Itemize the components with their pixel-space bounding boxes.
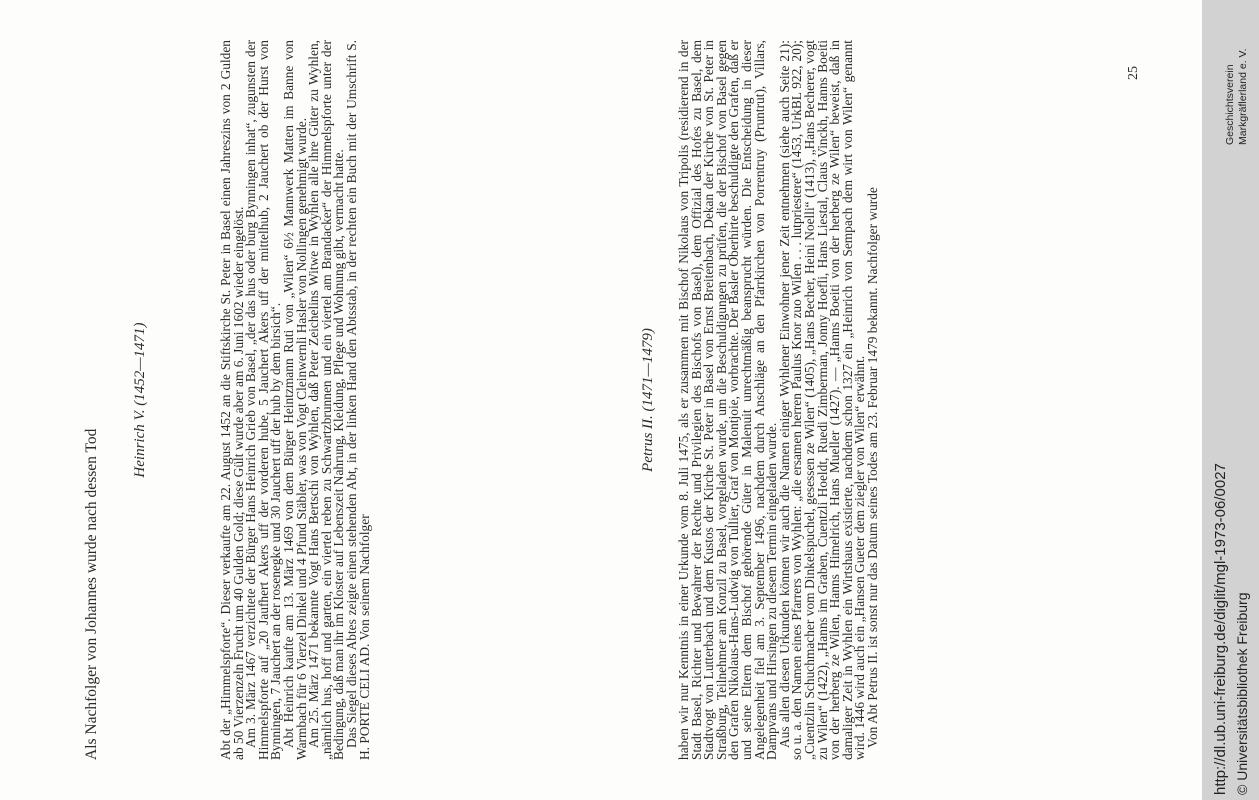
- rotated-page-content: [80, 40, 1141, 760]
- section-heading-heinrich: Heinrich V. (1452—1471): [132, 322, 148, 478]
- paragraph: Am 3. März 1467 verzichtete der Bürger Hans Heinrich Grieb von Basel, „der das hus oder burg Bynningen inhat“, zugunsten der Himmelspforte auf „20 Jaufhert Akers uff der vorderen hube, 5 Jauchert Akers uff der mittelhub, 2 Jauchert ob der Hurst von Bynningen, 7 Jauchert an der rosenegke und 30 Jauchert uff der hub by dem birsich“.: [243, 40, 284, 760]
- org-name-line2: Markgräflerland e. V.: [1237, 48, 1249, 145]
- copyright-text: © Universitätsbibliothek Freiburg: [1234, 592, 1250, 795]
- paragraph: Aus allen diesen Urkunden können wir auch die Namen einiger Wyhlener Einwohner jener Zeit entnehmen (siehe auch Seite 21): so u. a. den Namen eines Pfarrers von Wyhlen: „die ersamen herren Paulus Knor zuo Wilen . . . lutpriestere“ (1453, UrkBL 922, 20); „Cuentzlin Schuchmacher vom Dinkelspuchel, gesessen ze Wilen“ (1405), „Hans Becher, Heini Noelli“ (1413), „Hans Becherer, vogt zu Wilen“ (1422), „Hanns im Graben, Cuentzli Hoeldt, Ruedi Zimberman, Jonny Hoefli, Hans Liestal, Claus Vinckh, Hanns Boeiti von der herberg ze Wilen, Hanns Himelrich, Hans Mueller (1427). — „Hanns Boeiti von der herberg ze Wilen“ beweist, daß in damaliger Zeit in Wyhlen ein Wirtshaus existierte, nachdem schon 1327 ein „Heinrich von Sempach dem wirt von Wilen“ genannt wird. 1446 wird auch ein „Hansen Gueter dem ziegler von Wilen“ erwähnt.: [776, 40, 868, 760]
- intro-line: Als Nachfolger von Johannes wurde nach dessen Tod: [83, 428, 100, 760]
- paragraph: Am 25. März 1471 bekannte Vogt Hans Bertschi von Wyhlen, daß Peter Zeichelins Witwe in Wyhlen alle ihre Güter zu Wyhlen, „nämlich hus, hoff und garten, ein viertel reben zu Schwartzbrunnen und ein viertel am Brandacker“ der Himmelspforte unter der Bedingung, daß man ihr im Kloster auf Lebenszeit Nahrung, Kleidung, Pflege und Wohnung gibt, vermacht hatte.: [306, 40, 347, 760]
- viewer-sidebar: [1202, 0, 1259, 800]
- paragraph: Abt der „Himmelspforte“. Dieser verkaufte am 22. August 1452 an die Stiftskirche St. Peter in Basel einen Jahreszins von 2 Gulden ab 50 Vierzenzeln Frucht um 40 Gulden Gold; diese Gült wurde aber am 6. Juni 1602 wieder eingelöst.: [218, 40, 246, 760]
- section-text-heinrich: [220, 40, 371, 760]
- paragraph: Von Abt Petrus II. ist sonst nur das Datum seines Todes am 23. Februar 1479 bekannt. Nachfolger wurde: [864, 187, 880, 748]
- paragraph: Das Siegel dieses Abtes zeigte einen stehenden Abt, in der linken Hand den Abtsstab, in der rechten ein Buch mit der Umschrift S. H. PORTE CELI AD. Von seinem Nachfolger: [343, 40, 372, 760]
- org-name-line1: Geschichtsverein: [1224, 64, 1236, 145]
- paragraph: haben wir nur Kenntnis in einer Urkunde vom 8. Juli 1475, als er zusammen mit Bischof Nikolaus von Tripolis (residierend in der Stadt Basel, Richter und Bewahrer der Rechte und Privilegien des Bischofs von Basel), dem Offizial des Hofes zu Basel, dem Stadtvogt von Lutterbach und dem Kustos der Kirche St. Peter in Basel von Ernst Breitenbach, Dekan der Kirche von St. Peter in Straßburg, Teilnehmer am Konzil zu Basel, vorgeladen wurde, um die Beschuldigungen zu prüfen, die der Bischof von Basel gegen den Grafen Nikolaus-Hans-Ludwig von Tullier, Graf von Montjoie, vorbrachte. Der Basler Oberhirte beschuldigte den Grafen, daß er und seine Eltern dem Bischof gehörende Güter in Malenuit unrechtmäßig beansprucht würden. Die Entscheidung in dieser Angelegenheit fiel am 3. September 1496, nachdem durch Anschläge an den Pfarrkirchen von Porrentruy (Pruntrut), Villars, Dampvans und Hirsingen zu diesem Termin eingeladen wurde.: [676, 40, 780, 760]
- source-url-link[interactable]: http://dl.ub.uni-freiburg.de/diglit/mgl-1973-06/0027: [1212, 463, 1229, 795]
- sidebar-text-block: [1210, 5, 1259, 795]
- section-heading-petrus: Petrus II. (1471—1479): [640, 328, 656, 472]
- section-text-petrus: [678, 40, 880, 760]
- page-number: 25: [1126, 66, 1141, 80]
- paragraph: Abt Heinrich kaufte am 13. März 1469 von dem Bürger Heintzmann Ruti von „Wilen“ 6½ Mannwerk Matten im Banne von Warmbach für 6 Vierzel Dinkel und 4 Pfund Stäbler, was von Vogt Cleinwernli Hasler von Nollingen genehmigt wurde.: [280, 40, 309, 760]
